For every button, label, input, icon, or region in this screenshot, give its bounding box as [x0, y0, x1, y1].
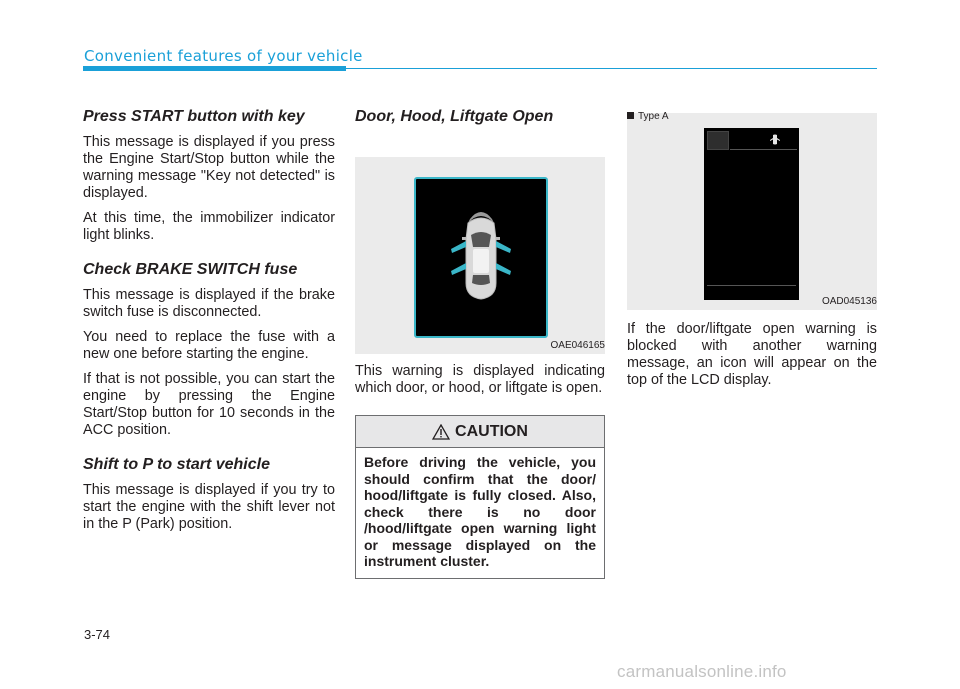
- door-open-figure: [355, 157, 605, 354]
- display-button: [707, 131, 729, 150]
- column-middle: [355, 108, 605, 579]
- small-door-open-icon: [770, 134, 780, 146]
- divider: [730, 149, 797, 150]
- paragraph: This message is displayed if you try to start the engine with the shift lever not in the P (Park) position.: [83, 482, 335, 532]
- column-left: [83, 108, 335, 541]
- paragraph: This message is displayed if the brake switch fuse is disconnected.: [83, 287, 335, 320]
- watermark: carmanualsonline.info: [617, 662, 787, 681]
- caution-title: CAUTION: [455, 422, 528, 440]
- divider: [707, 285, 796, 286]
- paragraph: This message is displayed if you press the Engine Start/Stop button while the warning message "Key not detected" is displayed.: [83, 134, 335, 201]
- caution-box: [355, 415, 605, 579]
- figure-code: OAD045136: [821, 296, 877, 307]
- paragraph: At this time, the immobilizer indicator light blinks.: [83, 210, 335, 243]
- section-heading: Shift to P to start vehicle: [83, 456, 270, 473]
- cluster-display: [414, 177, 548, 338]
- caution-text: Before driving the vehicle, you should confirm that the door/ hood/liftgate is fully closed. Also, check there is no door /hood/liftgate open warning light or message displayed on the instrument cluster.: [364, 454, 596, 569]
- paragraph: If the door/liftgate open warning is blocked with another warning message, an icon will appear on the top of the LCD display.: [627, 321, 877, 388]
- header-bar: [83, 66, 346, 71]
- paragraph: If that is not possible, you can start the engine by pressing the Engine Start/Stop button for 10 seconds in the ACC position.: [83, 371, 335, 438]
- page-number: 3-74: [84, 627, 111, 642]
- type-label: Type A: [627, 111, 669, 122]
- caution-header: [356, 416, 604, 448]
- type-a-figure: [627, 113, 877, 310]
- header-title: Convenient features of your vehicle: [84, 47, 363, 65]
- paragraph: This warning is displayed indicating which door, or hood, or liftgate is open.: [355, 363, 605, 396]
- figure-code: OAE046165: [550, 340, 605, 351]
- car-door-open-icon: [416, 179, 546, 336]
- section-heading: Check BRAKE SWITCH fuse: [83, 261, 298, 278]
- lcd-display: [704, 128, 799, 300]
- section-heading: Door, Hood, Liftgate Open: [355, 108, 554, 125]
- paragraph: You need to replace the fuse with a new one before starting the engine.: [83, 329, 335, 362]
- section-heading: Press START button with key: [83, 108, 305, 125]
- header-line: [346, 68, 877, 69]
- column-right: [627, 108, 877, 397]
- warning-triangle-icon: [432, 424, 450, 440]
